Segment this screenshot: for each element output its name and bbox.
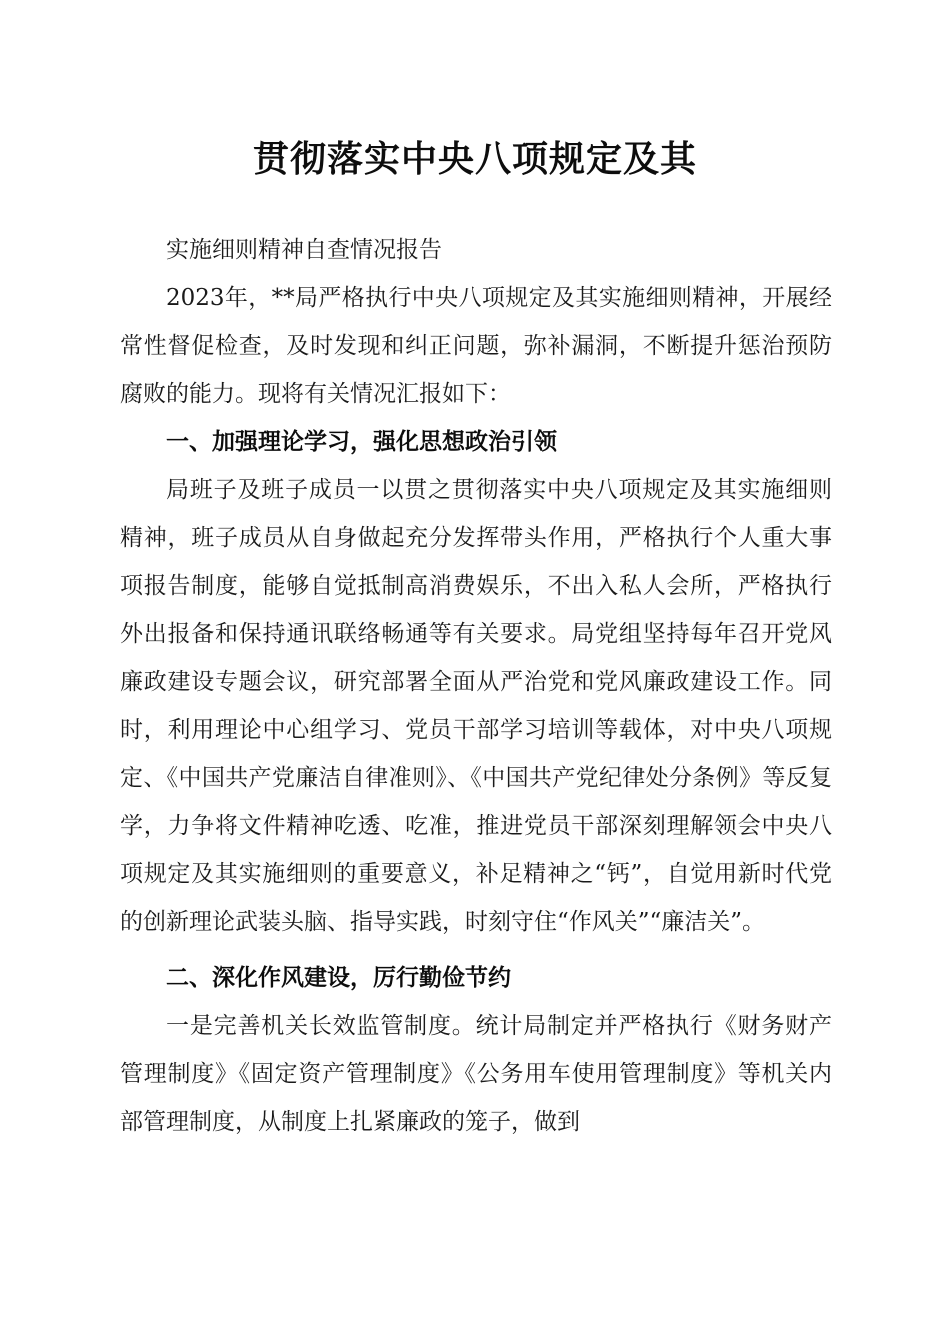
section-1-heading: 一、加强理论学习，强化思想政治引领 — [166, 429, 557, 455]
section-1-paragraph: 局班子及班子成员一以贯之贯彻落实中央八项规定及其实施细则精神，班子成员从自身做起充分发挥带头作用，严格执行个人重大事项报告制度，能够自觉抵制高消费娱乐，不出入私人会所，严格执行外出报备和保持通讯联络畅通等有关要求。局党组坚持每年召开党风廉政建设专题会议，研究部署全面从严治党和党风廉政建设工作。同时，利用理论中心组学习、党员干部学习培训等载体，对中央八项规定、《中国共产党廉洁自律准则》、《中国共产党纪律处分条例》等反复学，力争将文件精神吃透、吃准，推进党员干部深刻理解领会中央八项规定及其实施细则的重要意义，补足精神之“钙”，自觉用新时代党的创新理论武装头脑、指导实践，时刻守住“作风关”“廉洁关”。 — [120, 477, 832, 935]
document-body — [120, 226, 832, 1146]
subtitle-paragraph: 实施细则精神自查情况报告 — [166, 237, 442, 263]
intro-paragraph: 2023年，**局严格执行中央八项规定及其实施细则精神，开展经常性督促检查，及时发现和纠正问题，弥补漏洞，不断提升惩治预防腐败的能力。现将有关情况汇报如下： — [120, 285, 832, 407]
section-2-paragraph: 一是完善机关长效监管制度。统计局制定并严格执行《财务财产管理制度》《固定资产管理制度》《公务用车使用管理制度》等机关内部管理制度，从制度上扎紧廉政的笼子，做到 — [120, 1013, 832, 1135]
document-title: 贯彻落实中央八项规定及其 — [252, 138, 697, 180]
section-2-heading: 二、深化作风建设，厉行勤俭节约 — [166, 965, 511, 991]
